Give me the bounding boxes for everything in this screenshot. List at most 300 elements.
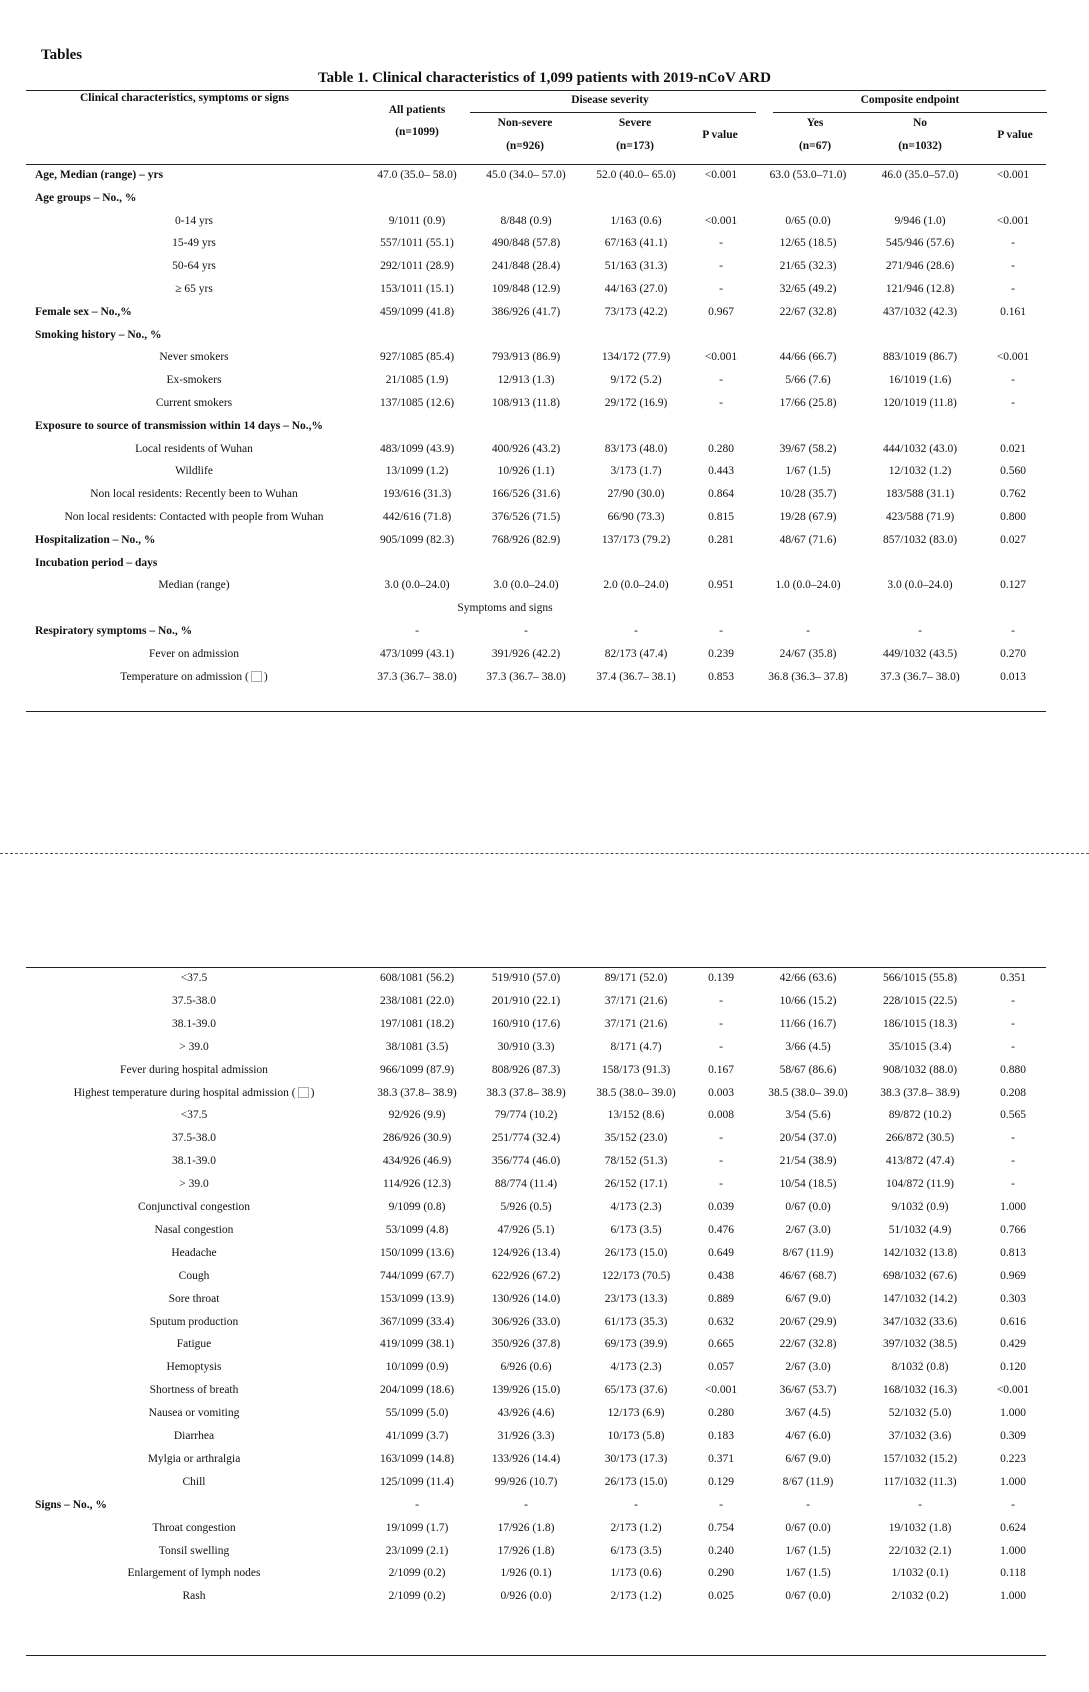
cell-composite-yes: 1/67 (1.5) (785, 1567, 831, 1580)
row-label: 50-64 yrs (172, 260, 216, 273)
table-row (0, 484, 1089, 504)
cell-composite-yes: 3/67 (4.5) (785, 1407, 831, 1420)
cell-p-value-composite: - (1011, 1498, 1015, 1511)
cell-severe: 65/173 (37.6) (604, 1384, 668, 1397)
row-label: Temperature on admission ( ) (120, 670, 268, 683)
cell-all-patients: 483/1099 (43.9) (379, 442, 455, 455)
table-row (0, 1541, 1089, 1561)
row-label: Highest temperature during hospital admission ( ) (73, 1086, 315, 1099)
table-row (0, 1563, 1089, 1583)
cell-all-patients: 55/1099 (5.0) (385, 1407, 449, 1420)
cell-p-value-composite: 0.624 (1000, 1521, 1026, 1534)
header-yes-n: (n=67) (798, 140, 832, 152)
cell-severe: 44/163 (27.0) (604, 283, 668, 295)
table-row (0, 1037, 1089, 1057)
row-label: Signs – No., % (35, 1498, 107, 1511)
cell-all-patients: 608/1081 (56.2) (379, 972, 455, 984)
cell-all-patients: 286/926 (30.9) (382, 1132, 452, 1145)
cell-non-severe: 17/926 (1.8) (497, 1544, 555, 1557)
row-label: 0-14 yrs (174, 214, 213, 227)
cell-non-severe: 3.0 (0.0–24.0) (493, 579, 559, 592)
cell-composite-yes: - (806, 1498, 810, 1511)
cell-composite-yes: 6/67 (9.0) (785, 1292, 831, 1305)
cell-composite-yes: 0/67 (0.0) (785, 1590, 831, 1603)
cell-p-value-composite: 0.565 (1000, 1109, 1026, 1122)
cell-p-value-composite: - (1011, 1040, 1015, 1053)
cell-severe: 1/163 (0.6) (610, 214, 662, 227)
cell-composite-no: 52/1032 (5.0) (888, 1407, 952, 1420)
cell-composite-no: 89/872 (10.2) (888, 1109, 952, 1122)
table-row (0, 644, 1089, 664)
cell-composite-no: 46.0 (35.0–57.0) (881, 169, 959, 181)
cell-composite-yes: 20/67 (29.9) (779, 1315, 837, 1328)
cell-composite-yes: 36/67 (53.7) (779, 1384, 837, 1397)
table-row (0, 621, 1089, 641)
cell-composite-no: 857/1032 (83.0) (882, 533, 958, 546)
cell-all-patients: 905/1099 (82.3) (379, 533, 455, 546)
cell-p-value-composite: - (1011, 260, 1015, 273)
cell-p-value-severity: - (719, 237, 723, 250)
cell-p-value-composite: 0.309 (1000, 1430, 1026, 1442)
cell-p-value-composite: 0.880 (1000, 1063, 1026, 1076)
cell-p-value-severity: 0.025 (708, 1590, 734, 1603)
cell-p-value-composite: 0.120 (1000, 1361, 1026, 1374)
row-label: Throat congestion (152, 1521, 236, 1534)
cell-composite-yes: 5/66 (7.6) (785, 374, 831, 387)
table-row (0, 1174, 1089, 1194)
row-label: Sore throat (168, 1292, 220, 1305)
cell-non-severe: - (524, 625, 528, 637)
cell-p-value-composite: <0.001 (996, 1384, 1030, 1397)
cell-severe: 29/172 (16.9) (604, 397, 668, 409)
cell-severe: 23/173 (13.3) (604, 1292, 668, 1305)
cell-p-value-severity: 0.290 (708, 1567, 734, 1580)
cell-p-value-severity: 0.476 (708, 1223, 734, 1236)
cell-p-value-composite: - (1011, 1178, 1015, 1191)
row-label: Female sex – No.,% (35, 305, 132, 318)
table-row (0, 1426, 1089, 1446)
table-row (0, 439, 1089, 459)
cell-non-severe: 768/926 (82.9) (491, 533, 561, 546)
cell-p-value-severity: - (719, 1155, 723, 1168)
cell-severe: - (634, 625, 638, 637)
cell-composite-no: 183/588 (31.1) (885, 488, 955, 501)
table-row (0, 1060, 1089, 1080)
table-row (0, 598, 1089, 618)
table-row (0, 211, 1089, 231)
cell-non-severe: 47/926 (5.1) (497, 1223, 555, 1236)
cell-all-patients: - (415, 625, 419, 637)
cell-p-value-severity: - (719, 397, 723, 409)
cell-composite-yes: 19/28 (67.9) (779, 511, 837, 523)
missing-glyph-box (251, 671, 262, 682)
cell-composite-no: 545/946 (57.6) (885, 237, 955, 250)
cell-p-value-severity: 0.280 (708, 442, 734, 455)
row-label: Symptoms and signs (457, 602, 553, 615)
cell-p-value-severity: 0.008 (708, 1109, 734, 1122)
cell-p-value-severity: - (719, 1178, 723, 1191)
page1-bottom-rule (26, 711, 1046, 712)
table-row (0, 1357, 1089, 1377)
cell-composite-yes: 20/54 (37.0) (779, 1132, 837, 1145)
cell-all-patients: 292/1011 (28.9) (380, 260, 454, 273)
cell-p-value-composite: 1.000 (1000, 1544, 1026, 1557)
cell-all-patients: 473/1099 (43.1) (379, 647, 455, 660)
table-row (0, 1151, 1089, 1171)
cell-all-patients: 19/1099 (1.7) (385, 1521, 449, 1534)
cell-composite-yes: 63.0 (53.0–71.0) (769, 169, 847, 181)
table-row (0, 1472, 1089, 1492)
row-label: Smoking history – No., % (35, 328, 162, 341)
row-label: Median (range) (158, 579, 230, 592)
row-label: Age, Median (range) – yrs (35, 169, 164, 181)
cell-severe: 73/173 (42.2) (604, 305, 668, 318)
cell-composite-no: 37.3 (36.7– 38.0) (880, 670, 960, 683)
cell-all-patients: 557/1011 (55.1) (380, 237, 454, 250)
cell-p-value-composite: 0.351 (1000, 972, 1026, 984)
cell-p-value-severity: 0.815 (708, 511, 734, 523)
table-row (0, 1518, 1089, 1538)
cell-p-value-severity: 0.240 (708, 1544, 734, 1557)
cell-all-patients: 459/1099 (41.8) (379, 305, 455, 318)
cell-non-severe: 133/926 (14.4) (491, 1452, 561, 1465)
header-composite-endpoint: Composite endpoint (860, 94, 960, 106)
cell-all-patients: 434/926 (46.9) (382, 1155, 452, 1168)
missing-glyph-box (298, 1087, 309, 1098)
cell-severe: 37.4 (36.7– 38.1) (596, 670, 676, 683)
table-row (0, 256, 1089, 276)
cell-all-patients: 13/1099 (1.2) (385, 465, 449, 478)
cell-non-severe: 12/913 (1.3) (497, 374, 555, 387)
table-row (0, 507, 1089, 527)
cell-severe: 9/172 (5.2) (610, 374, 662, 387)
cell-non-severe: 5/926 (0.5) (500, 1201, 552, 1213)
cell-p-value-severity: 0.967 (708, 305, 734, 318)
table-row (0, 553, 1089, 573)
page2-bottom-rule (26, 1655, 1046, 1656)
cell-composite-yes: 0/67 (0.0) (785, 1521, 831, 1534)
cell-composite-yes: 44/66 (66.7) (779, 351, 837, 364)
cell-severe: 26/173 (15.0) (604, 1246, 668, 1259)
cell-composite-yes: 10/54 (18.5) (779, 1178, 837, 1191)
header-non-severe-n: (n=926) (506, 140, 544, 152)
table-row (0, 1380, 1089, 1400)
cell-non-severe: 43/926 (4.6) (497, 1407, 555, 1420)
cell-all-patients: 37.3 (36.7– 38.0) (377, 670, 457, 683)
cell-non-severe: 519/910 (57.0) (491, 972, 561, 984)
cell-non-severe: 8/848 (0.9) (500, 214, 552, 227)
cell-severe: 122/173 (70.5) (601, 1269, 671, 1282)
table-row (0, 968, 1089, 988)
cell-composite-no: 228/1015 (22.5) (882, 994, 958, 1007)
table-row (0, 325, 1089, 345)
cell-all-patients: 92/926 (9.9) (388, 1109, 446, 1122)
cell-non-severe: 10/926 (1.1) (497, 465, 555, 478)
cell-composite-no: 2/1032 (0.2) (891, 1590, 949, 1603)
cell-p-value-severity: - (719, 994, 723, 1007)
cell-non-severe: 306/926 (33.0) (491, 1315, 561, 1328)
cell-p-value-composite: <0.001 (996, 169, 1030, 181)
cell-non-severe: 0/926 (0.0) (500, 1590, 552, 1603)
cell-p-value-severity: 0.183 (708, 1430, 734, 1442)
cell-severe: 37/171 (21.6) (604, 994, 668, 1007)
cell-non-severe: 808/926 (87.3) (491, 1063, 561, 1076)
cell-all-patients: 193/616 (31.3) (382, 488, 452, 501)
cell-composite-no: 271/946 (28.6) (885, 260, 955, 273)
cell-composite-no: 908/1032 (88.0) (882, 1063, 958, 1076)
cell-p-value-composite: 0.429 (1000, 1338, 1026, 1351)
cell-p-value-severity: 0.632 (708, 1315, 734, 1328)
table-row (0, 1197, 1089, 1217)
cell-severe: 6/173 (3.5) (610, 1223, 662, 1236)
cell-all-patients: 238/1081 (22.0) (379, 994, 455, 1007)
cell-p-value-severity: 0.951 (708, 579, 734, 592)
cell-non-severe: 109/848 (12.9) (491, 283, 561, 295)
cell-severe: 52.0 (40.0– 65.0) (596, 169, 676, 181)
cell-non-severe: 160/910 (17.6) (491, 1017, 561, 1030)
cell-all-patients: 153/1099 (13.9) (379, 1292, 455, 1305)
cell-severe: 61/173 (35.3) (604, 1315, 668, 1328)
cell-composite-yes: - (806, 625, 810, 637)
cell-all-patients: 163/1099 (14.8) (379, 1452, 455, 1465)
cell-composite-yes: 3/66 (4.5) (785, 1040, 831, 1053)
row-label: Respiratory symptoms – No., % (35, 625, 193, 637)
cell-p-value-severity: - (719, 625, 723, 637)
cell-all-patients: 9/1011 (0.9) (388, 214, 446, 227)
row-label: 38.1-39.0 (171, 1155, 217, 1168)
cell-composite-no: 168/1032 (16.3) (882, 1384, 958, 1397)
cell-composite-yes: 1.0 (0.0–24.0) (775, 579, 841, 592)
cell-composite-yes: 17/66 (25.8) (779, 397, 837, 409)
table-row (0, 393, 1089, 413)
cell-composite-yes: 11/66 (16.7) (779, 1017, 837, 1030)
cell-composite-no: - (918, 1498, 922, 1511)
row-label: Chill (182, 1475, 206, 1488)
row-label: Conjunctival congestion (137, 1201, 251, 1213)
cell-composite-yes: 22/67 (32.8) (779, 1338, 837, 1351)
cell-p-value-severity: 0.754 (708, 1521, 734, 1534)
row-label: Non local residents: Contacted with people from Wuhan (64, 511, 324, 523)
row-label: Shortness of breath (149, 1384, 239, 1397)
cell-composite-no: 347/1032 (33.6) (882, 1315, 958, 1328)
cell-non-severe: 30/910 (3.3) (497, 1040, 555, 1053)
row-label: Headache (171, 1246, 217, 1259)
row-label: Fever during hospital admission (120, 1063, 268, 1076)
cell-severe: 4/173 (2.3) (610, 1201, 662, 1213)
cell-non-severe: 37.3 (36.7– 38.0) (486, 670, 566, 683)
cell-composite-yes: 38.5 (38.0– 39.0) (768, 1086, 848, 1099)
cell-non-severe: 38.3 (37.8– 38.9) (486, 1086, 566, 1099)
cell-all-patients: 442/616 (71.8) (382, 511, 452, 523)
cell-composite-no: 449/1032 (43.5) (882, 647, 958, 660)
table-row (0, 233, 1089, 253)
row-label: > 39.0 (179, 1040, 209, 1053)
cell-non-severe: 99/926 (10.7) (494, 1475, 558, 1488)
cell-p-value-composite: 0.021 (1000, 442, 1026, 455)
cell-severe: 13/152 (8.6) (607, 1109, 665, 1122)
cell-p-value-severity: 0.443 (708, 465, 734, 478)
table-row (0, 1403, 1089, 1423)
cell-p-value-composite: 0.560 (1000, 465, 1026, 478)
row-label: 15-49 yrs (172, 237, 216, 250)
cell-p-value-composite: 0.208 (1000, 1086, 1026, 1099)
table-row (0, 1449, 1089, 1469)
cell-composite-no: 51/1032 (4.9) (888, 1223, 952, 1236)
cell-composite-no: 117/1032 (11.3) (883, 1475, 957, 1488)
table-row (0, 1220, 1089, 1240)
cell-p-value-severity: <0.001 (704, 1384, 738, 1397)
cell-non-severe: 251/774 (32.4) (491, 1132, 561, 1145)
cell-all-patients: 2/1099 (0.2) (388, 1567, 446, 1580)
cell-non-severe: - (524, 1498, 528, 1511)
cell-severe: 8/171 (4.7) (610, 1040, 662, 1053)
cell-severe: 137/173 (79.2) (601, 533, 671, 546)
table-row (0, 575, 1089, 595)
cell-non-severe: 17/926 (1.8) (497, 1521, 555, 1534)
cell-composite-no: 19/1032 (1.8) (888, 1521, 952, 1534)
table-row (0, 279, 1089, 299)
cell-p-value-composite: 0.969 (1000, 1269, 1026, 1282)
cell-composite-no: 444/1032 (43.0) (882, 442, 958, 455)
cell-non-severe: 79/774 (10.2) (494, 1109, 558, 1122)
cell-p-value-composite: 0.127 (1000, 579, 1026, 592)
cell-composite-yes: 22/67 (32.8) (779, 305, 837, 318)
cell-composite-yes: 46/67 (68.7) (779, 1269, 837, 1282)
row-label: Nausea or vomiting (148, 1407, 240, 1420)
table-row (0, 370, 1089, 390)
cell-severe: 12/173 (6.9) (607, 1407, 665, 1420)
cell-p-value-severity: 0.371 (708, 1452, 734, 1465)
cell-all-patients: 927/1085 (85.4) (379, 351, 455, 364)
cell-composite-no: 883/1019 (86.7) (882, 351, 958, 364)
cell-composite-yes: 8/67 (11.9) (782, 1475, 834, 1488)
cell-all-patients: 150/1099 (13.6) (379, 1246, 455, 1259)
cell-p-value-severity: 0.281 (708, 533, 734, 546)
row-label: 37.5-38.0 (171, 994, 217, 1007)
cell-severe: 37/171 (21.6) (604, 1017, 668, 1030)
cell-non-severe: 793/913 (86.9) (491, 351, 561, 364)
cell-composite-yes: 12/65 (18.5) (779, 237, 837, 250)
row-label: Exposure to source of transmission within 14 days – No.,% (35, 419, 324, 432)
row-label: Sputum production (149, 1315, 239, 1328)
cell-all-patients: 38/1081 (3.5) (385, 1040, 449, 1053)
row-label: Enlargement of lymph nodes (127, 1567, 261, 1580)
cell-non-severe: 386/926 (41.7) (491, 305, 561, 318)
row-label: Diarrhea (173, 1430, 215, 1442)
cell-composite-no: 142/1032 (13.8) (882, 1246, 958, 1259)
table-row (0, 302, 1089, 322)
cell-composite-no: 38.3 (37.8– 38.9) (880, 1086, 960, 1099)
cell-p-value-composite: - (1011, 625, 1015, 637)
cell-severe: 83/173 (48.0) (604, 442, 668, 455)
cell-p-value-composite: 0.223 (1000, 1452, 1026, 1465)
cell-composite-no: 104/872 (11.9) (886, 1178, 954, 1191)
cell-composite-yes: 32/65 (49.2) (779, 283, 837, 295)
row-label: Rash (182, 1590, 206, 1603)
row-label: Local residents of Wuhan (135, 442, 253, 455)
cell-composite-yes: 0/67 (0.0) (785, 1201, 831, 1213)
cell-all-patients: 10/1099 (0.9) (385, 1361, 449, 1374)
row-label: <37.5 (180, 972, 208, 984)
cell-composite-yes: 21/54 (38.9) (779, 1155, 837, 1168)
cell-composite-yes: 0/65 (0.0) (785, 214, 831, 227)
cell-composite-yes: 36.8 (36.3– 37.8) (768, 670, 848, 683)
row-label: Current smokers (155, 397, 233, 409)
cell-severe: 134/172 (77.9) (601, 351, 671, 364)
cell-severe: 27/90 (30.0) (607, 488, 665, 501)
cell-non-severe: 350/926 (37.8) (491, 1338, 561, 1351)
cell-severe: 89/171 (52.0) (604, 972, 668, 984)
cell-p-value-composite: 0.303 (1000, 1292, 1026, 1305)
cell-p-value-composite: 0.161 (1000, 305, 1026, 318)
cell-all-patients: 744/1099 (67.7) (379, 1269, 455, 1282)
cell-p-value-severity: 0.139 (708, 972, 734, 984)
cell-p-value-severity: 0.239 (708, 647, 734, 660)
cell-severe: 158/173 (91.3) (601, 1063, 671, 1076)
cell-p-value-severity: - (719, 1132, 723, 1145)
table-row (0, 188, 1089, 208)
header-yes: Yes (806, 117, 824, 129)
cell-non-severe: 1/926 (0.1) (500, 1567, 552, 1580)
row-label: 37.5-38.0 (171, 1132, 217, 1145)
header-p-value-severity: P value (702, 129, 738, 141)
cell-composite-yes: 4/67 (6.0) (785, 1430, 831, 1442)
cell-composite-no: 1/1032 (0.1) (891, 1567, 949, 1580)
cell-p-value-composite: - (1011, 397, 1015, 409)
cell-composite-no: 37/1032 (3.6) (888, 1430, 952, 1442)
cell-p-value-composite: 0.027 (1000, 533, 1026, 546)
cell-severe: 35/152 (23.0) (604, 1132, 668, 1145)
cell-severe: 2/173 (1.2) (610, 1521, 662, 1534)
cell-non-severe: 130/926 (14.0) (491, 1292, 561, 1305)
cell-composite-no: 698/1032 (67.6) (882, 1269, 958, 1282)
cell-p-value-composite: - (1011, 1017, 1015, 1030)
cell-severe: 78/152 (51.3) (604, 1155, 668, 1168)
cell-composite-yes: 10/28 (35.7) (779, 488, 837, 501)
cell-composite-no: 147/1032 (14.2) (882, 1292, 958, 1305)
cell-composite-no: 9/1032 (0.9) (891, 1201, 949, 1213)
table-row (0, 165, 1089, 185)
cell-all-patients: 125/1099 (11.4) (380, 1475, 454, 1488)
cell-all-patients: 137/1085 (12.6) (379, 397, 455, 409)
cell-p-value-severity: 0.280 (708, 1407, 734, 1420)
header-no-n: (n=1032) (898, 140, 942, 152)
page-break-line (0, 853, 1089, 854)
cell-composite-yes: 1/67 (1.5) (785, 465, 831, 478)
cell-p-value-composite: 0.118 (1000, 1567, 1026, 1580)
cell-composite-no: 12/1032 (1.2) (888, 465, 952, 478)
cell-non-severe: 166/526 (31.6) (491, 488, 561, 501)
cell-non-severe: 400/926 (43.2) (491, 442, 561, 455)
cell-p-value-composite: - (1011, 994, 1015, 1007)
row-label: Hospitalization – No., % (35, 533, 156, 546)
row-label: Never smokers (159, 351, 229, 364)
row-label: Cough (178, 1269, 210, 1282)
cell-p-value-severity: - (719, 1498, 723, 1511)
row-label: > 39.0 (179, 1178, 209, 1191)
cell-p-value-severity: - (719, 374, 723, 387)
cell-all-patients: 966/1099 (87.9) (379, 1063, 455, 1076)
cell-non-severe: 241/848 (28.4) (491, 260, 561, 273)
severity-group-rule (470, 112, 756, 113)
cell-severe: 26/173 (15.0) (604, 1475, 668, 1488)
cell-p-value-severity: 0.129 (708, 1475, 734, 1488)
table-row (0, 1266, 1089, 1286)
row-label: Fever on admission (148, 647, 240, 660)
cell-all-patients: 2/1099 (0.2) (388, 1590, 446, 1603)
cell-all-patients: 23/1099 (2.1) (385, 1544, 449, 1557)
cell-non-severe: 108/913 (11.8) (492, 397, 560, 409)
